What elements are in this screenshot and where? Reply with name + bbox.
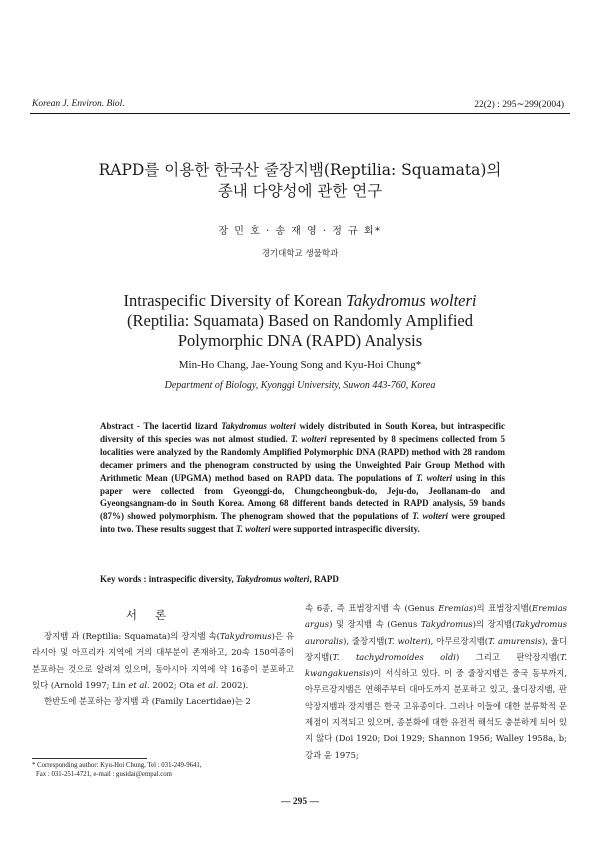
korean-affiliation: 경기대학교 생물학과 [261, 249, 339, 259]
footnote-rule [32, 758, 147, 759]
species-name: Takydromus wolteri [346, 291, 477, 310]
footnote-line2: Fax : 031-251-4721, e-mail : gusidai@empal.com [36, 771, 172, 778]
english-title [40, 291, 560, 351]
abstract: Abstract - The lacertid lizard Takydromus wolteri widely distributed in South Korea, but intraspecific diversity of this species was not almost studied. T. wolteri represented by 8 specimens collected from 5 localities were analyzed by the Randomly Amplified Polymorphic DNA (RAPD) method with 28 random decamer primers and the phenogram constructed by using the Unweighted Pair Group Method with Arithmetic Mean (UPGMA) method based on RAPD data. The populations of T. wolteri using in this paper were collected from Gyeonggi-do, Chungcheongbuk-do, Jeju-do, Jeollanam-do and Gyeongsangnam-do in South Korea. Among 68 different bands detected in RAPD analysis, 59 bands (87%) showed polymorphism. The phenogram showed that the populations of T. wolteri were grouped into two. These results suggest that T. wolteri were supported intraspecific diversity. [100, 421, 505, 535]
volume-pages: 22(2) : 295∼299(2004) [474, 100, 564, 110]
korean-title-line1: RAPD를 이용한 한국산 줄장지뱀(Reptilia: Squamata)의 [98, 161, 502, 179]
keywords: Key words : intraspecific diversity, Takydromus wolteri, RAPD [100, 574, 339, 584]
right-column: 속 6종, 즉 표범장지뱀 속 (Genus Eremias)의 표범장지뱀(Eremias argus) 및 장지뱀 속 (Genus Takydromus)의 장지뱀(Takydromus auroralis), 줄장지뱀(T. wolteri), 아무르장지뱀(T. amurensis), 울디장지뱀(T. tachydromoides oldi) 그리고 판악장지뱀(T. kwangakuensis)이 서식하고 있다. 이 중 줄장지뱀은 중국 동부까지, 아무르장지뱀은 연해주부터 대마도까지 분포하고 있고, 울디장지뱀, 판악장지뱀과 장지뱀은 한국 고유종이다. 그러나 이들에 대한 분류학적 문제점이 지적되고 있으며, 종분화에 대한 유전적 해석도 충분하게 되어 있지 않다 (Doi 1920; Doi 1929; Shannon 1956; Walley 1958a, b; 강과 윤 1975; [305, 603, 568, 760]
intro-paragraph-1: 장지뱀 과 (Reptilia: Squamata)의 장지뱀 속(Takydromus)은 유라시아 및 아프리카 지역에 거의 대부분이 존재하고, 20속 150여종이 분포하는 것으로 알려져 있으며, 동아시아 지역에 약 16종이 분포하고 있다 (Arnold 1997; Lin et al. 2002; Ota et al. 2002). [32, 631, 294, 690]
footnote-line1: * Corresponding author: Kyu-Hoi Chung, Tel : 031-249-9641, [32, 762, 202, 769]
english-title-line3: Polymorphic DNA (RAPD) Analysis [177, 331, 423, 350]
korean-title [40, 160, 560, 202]
english-authors: Min-Ho Chang, Jae-Young Song and Kyu-Hoi Chung* [178, 359, 422, 371]
intro-paragraph-2: 한반도에 분포하는 장지뱀 과 (Family Lacertidae)는 2 [44, 696, 251, 707]
journal-name: Korean J. Environ. Biol. [32, 99, 125, 109]
section-title-introduction: 서론 [125, 608, 185, 622]
korean-title-line2: 종내 다양성에 관한 연구 [217, 182, 383, 200]
page-number: — 295 — [281, 797, 319, 807]
left-column [32, 628, 294, 709]
english-title-line1: Intraspecific Diversity of Korean Takydromus wolteri [123, 291, 477, 310]
header-rule [30, 113, 570, 114]
english-title-line2: (Reptilia: Squamata) Based on Randomly Amplified [127, 311, 473, 330]
footnote [32, 761, 294, 779]
english-affiliation: Department of Biology, Kyonggi University, Suwon 443-760, Korea [164, 380, 436, 391]
korean-authors: 장 민 호 · 송 재 영 · 정 규 회* [218, 226, 382, 237]
